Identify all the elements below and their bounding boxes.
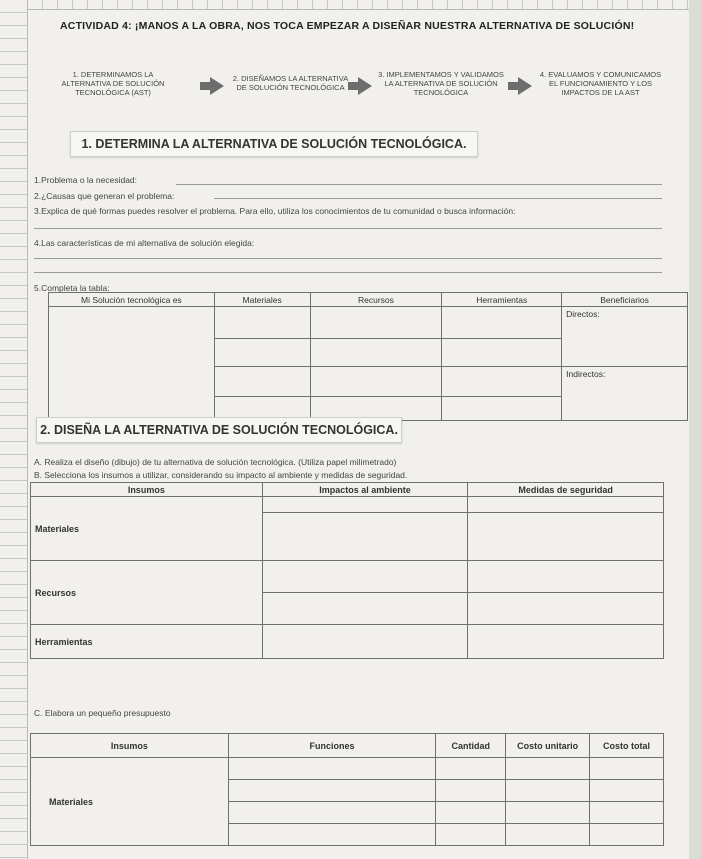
answer-line[interactable]	[34, 228, 662, 229]
indirectos-label: Indirectos:	[566, 369, 606, 379]
table-cell[interactable]	[228, 758, 436, 780]
table-cell[interactable]	[442, 397, 562, 421]
table-cell[interactable]	[262, 625, 468, 659]
budget-table	[30, 733, 664, 846]
table-cell[interactable]	[468, 497, 664, 513]
table-cell[interactable]	[262, 561, 468, 593]
instruction-a: A. Realiza el diseño (dibujo) de tu alternativa de solución tecnológica. (Utiliza papel milimetrado)	[34, 457, 397, 467]
instruction-b: B. Selecciona los insumos a utilizar, considerando su impacto al ambiente y medidas de seguridad.	[34, 470, 408, 480]
table-cell[interactable]	[590, 780, 664, 802]
answer-line[interactable]	[34, 272, 662, 273]
row-label-materiales: Materiales	[31, 758, 229, 846]
table-cell[interactable]	[506, 802, 590, 824]
table-cell[interactable]	[262, 497, 468, 513]
table-cell[interactable]	[468, 625, 664, 659]
table-cell[interactable]	[228, 780, 436, 802]
row-label-herramientas: Herramientas	[31, 625, 263, 659]
table-cell[interactable]	[468, 593, 664, 625]
table-cell[interactable]	[214, 367, 310, 397]
table-cell[interactable]	[442, 367, 562, 397]
table-cell[interactable]	[442, 339, 562, 367]
table-cell[interactable]	[49, 307, 215, 421]
table-cell[interactable]	[506, 824, 590, 846]
table-cell[interactable]	[310, 339, 442, 367]
table-cell[interactable]	[590, 758, 664, 780]
directos-cell[interactable]	[562, 307, 688, 367]
solution-table	[48, 292, 688, 421]
header-tools: Herramientas	[442, 293, 562, 307]
answer-line[interactable]	[34, 258, 662, 259]
table-cell[interactable]	[214, 307, 310, 339]
table-cell[interactable]	[262, 513, 468, 561]
table-cell[interactable]	[468, 513, 664, 561]
table-cell[interactable]	[506, 780, 590, 802]
question-4: 4.Las características de mi alternativa de solución elegida:	[34, 238, 255, 248]
header-materials: Materiales	[214, 293, 310, 307]
table-cell[interactable]	[228, 824, 436, 846]
table-cell[interactable]	[310, 367, 442, 397]
header-functions: Funciones	[228, 734, 436, 758]
step-1: 1. DETERMINAMOS LA ALTERNATIVA DE SOLUCIÓN TECNOLÓGICA (AST)	[61, 69, 165, 97]
step-2: 2. DISEÑAMOS LA ALTERNATIVA DE SOLUCIÓN TECNOLÓGICA	[232, 74, 349, 92]
header-quantity: Cantidad	[436, 734, 506, 758]
table-cell[interactable]	[590, 824, 664, 846]
header-resources: Recursos	[310, 293, 442, 307]
table-cell[interactable]	[442, 307, 562, 339]
table-cell[interactable]	[214, 339, 310, 367]
directos-label: Directos:	[566, 309, 600, 319]
table-cell[interactable]	[590, 802, 664, 824]
arrow-right-icon	[518, 77, 532, 95]
activity-title: ACTIVIDAD 4: ¡MANOS A LA OBRA, NOS TOCA EMPEZAR A DISEÑAR NUESTRA ALTERNATIVA DE SOLUCIÓN!	[60, 20, 635, 32]
row-label-materiales: Materiales	[31, 497, 263, 561]
right-shadow	[689, 0, 701, 859]
question-3: 3.Explica de qué formas puedes resolver el problema. Para ello, utiliza los conocimientos de tu comunidad o busca información:	[34, 206, 516, 216]
table-cell[interactable]	[468, 561, 664, 593]
indirectos-cell[interactable]	[562, 367, 688, 421]
header-safety: Medidas de seguridad	[468, 483, 664, 497]
question-2: 2.¿Causas que generan el problema:	[34, 191, 175, 201]
header-total-cost: Costo total	[590, 734, 664, 758]
instruction-c: C. Elabora un pequeño presupuesto	[34, 708, 171, 718]
answer-line[interactable]	[214, 198, 662, 199]
top-ruler	[28, 0, 701, 10]
header-insumos: Insumos	[31, 483, 263, 497]
section2-heading: 2. DISEÑA LA ALTERNATIVA DE SOLUCIÓN TECNOLÓGICA.	[36, 417, 402, 443]
arrow-right-icon	[358, 77, 372, 95]
table-cell[interactable]	[228, 802, 436, 824]
section1-heading: 1. DETERMINA LA ALTERNATIVA DE SOLUCIÓN TECNOLÓGICA.	[70, 131, 478, 157]
table-cell[interactable]	[436, 758, 506, 780]
steps-row	[48, 58, 688, 108]
table-cell[interactable]	[436, 780, 506, 802]
table-cell[interactable]	[436, 802, 506, 824]
inputs-impact-table	[30, 482, 664, 659]
header-solution: Mi Solución tecnológica es	[49, 293, 215, 307]
header-impacts: Impactos al ambiente	[262, 483, 468, 497]
table-cell[interactable]	[436, 824, 506, 846]
arrow-right-icon	[210, 77, 224, 95]
table-cell[interactable]	[506, 758, 590, 780]
table-cell[interactable]	[310, 307, 442, 339]
answer-line[interactable]	[176, 184, 662, 185]
table-cell[interactable]	[262, 593, 468, 625]
question-5: 5.Completa la tabla:	[34, 283, 110, 293]
question-1: 1.Problema o la necesidad:	[34, 175, 138, 185]
row-label-recursos: Recursos	[31, 561, 263, 625]
header-beneficiaries: Beneficiarios	[562, 293, 688, 307]
step-4: 4. EVALUAMOS Y COMUNICAMOS EL FUNCIONAMIENTO Y LOS IMPACTOS DE LA AST	[539, 69, 662, 97]
header-unit-cost: Costo unitario	[506, 734, 590, 758]
left-ruler	[0, 0, 28, 859]
step-3: 3. IMPLEMENTAMOS Y VALIDAMOS LA ALTERNATIVA DE SOLUCIÓN TECNOLÓGICA	[378, 69, 504, 97]
header-insumos: Insumos	[31, 734, 229, 758]
